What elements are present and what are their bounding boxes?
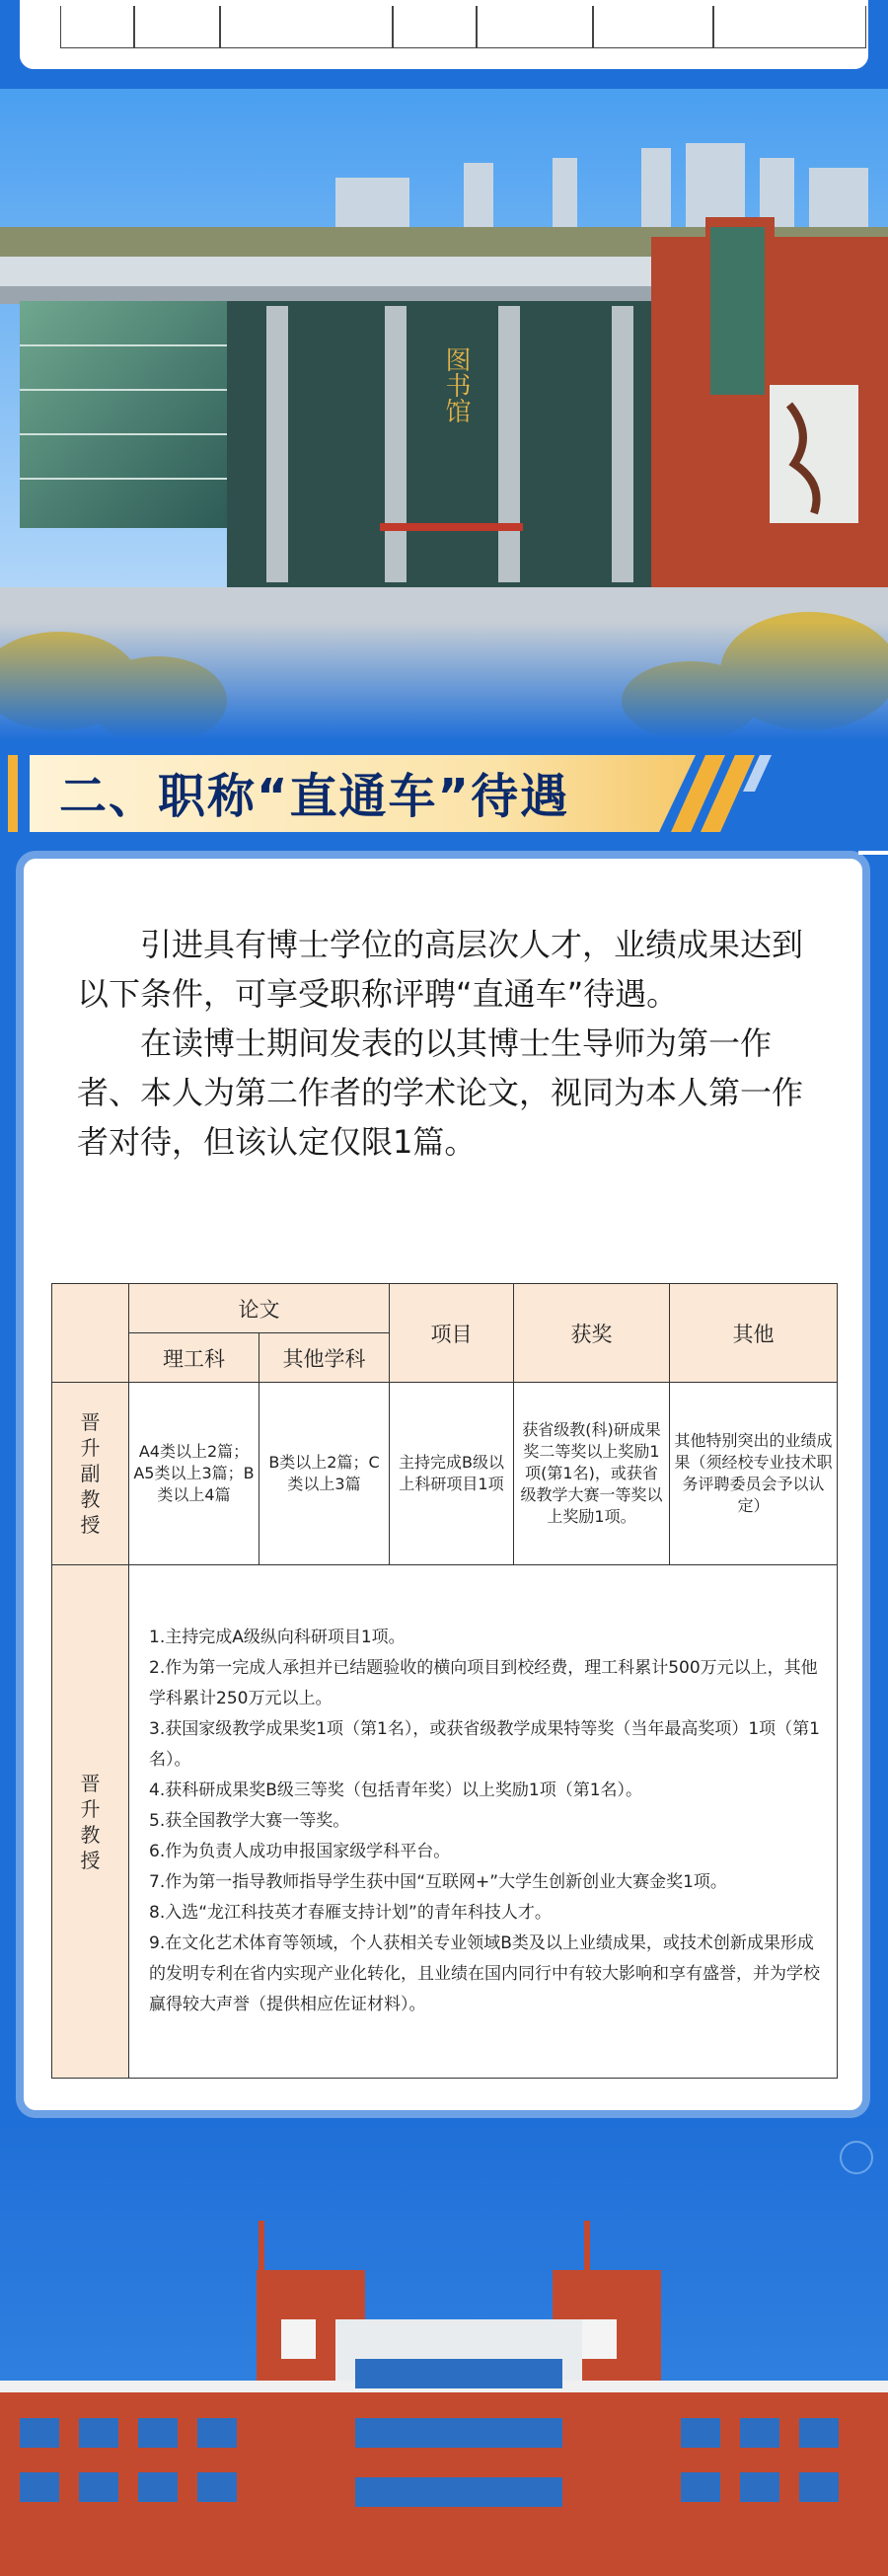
section-title: 二、职称“直通车”待遇: [59, 769, 570, 824]
list-item: 3.获国家级教学成果奖1项（第1名），或获省级教学成果特等奖（当年最高奖项）1项（第1名）。: [149, 1719, 820, 1770]
list-item: 9.在文化艺术体育等领域，个人获相关专业领域B类及以上业绩成果，或技术创新成果形成的发明专利在省内实现产业化转化，且业绩在国内同行中有较大影响和享有盛誉，并为学校赢得较大声誉（提供相应佐证材料）。: [149, 1933, 820, 2014]
header-project: 项目: [390, 1284, 514, 1383]
corner-cell: [52, 1284, 129, 1383]
list-item: 5.获全国教学大赛一等奖。: [149, 1811, 350, 1831]
header-other: 其他: [670, 1284, 838, 1383]
list-item: 8.入选“龙江科技英才春雁支持计划”的青年科技人才。: [149, 1903, 552, 1923]
requirements-table: [51, 1283, 838, 2079]
list-item: 4.获科研成果奖B级三等奖（包括青年奖）以上奖励1项（第1名）。: [149, 1780, 643, 1800]
library-sign: 图书馆: [441, 346, 471, 423]
header-paper: 论文: [129, 1284, 390, 1333]
row-label-associate-professor: [52, 1383, 129, 1565]
list-item: 2.作为第一完成人承担并已结题验收的横向项目到校经费，理工科累计500万元以上，其他学科累计250万元以上。: [149, 1658, 818, 1708]
list-item: 7.作为第一指导教师指导学生获中国“互联网+”大学生创新创业大赛金奖1项。: [149, 1872, 727, 1892]
associate-other: 其他特别突出的业绩成果（须经校专业技术职务评聘委员会予以认定）: [670, 1383, 838, 1565]
header-other-subjects: 其他学科: [259, 1333, 390, 1383]
row-label-text: 晋升教授: [80, 1771, 101, 1872]
associate-science: A4类以上2篇；A5类以上3篇；B类以上4篇: [129, 1383, 259, 1565]
associate-project: 主持完成B级以上科研项目1项: [390, 1383, 514, 1565]
list-item: 6.作为负责人成功申报国家级学科平台。: [149, 1842, 451, 1861]
row-label-text: 晋升副教授: [80, 1410, 101, 1537]
intro-paragraph-2: 在读博士期间发表的以其博士生导师为第一作者、本人为第二作者的学术论文，视同为本人第一作者对待，但该认定仅限1篇。: [77, 1024, 804, 1161]
decor-line: [858, 851, 888, 855]
header-award: 获奖: [514, 1284, 670, 1383]
campus-building-photo: [0, 2122, 888, 2576]
header-science: 理工科: [129, 1333, 259, 1383]
previous-table-bottom: [60, 6, 866, 48]
previous-table-frame: [20, 0, 868, 69]
professor-requirements-list: [129, 1565, 838, 2079]
list-item: 1.主持完成A级纵向科研项目1项。: [149, 1628, 406, 1647]
associate-other-subjects: B类以上2篇；C类以上3篇: [259, 1383, 390, 1565]
intro-text: [77, 920, 817, 1167]
row-label-professor: [52, 1565, 129, 2079]
associate-award: 获省级教(科)研成果奖二等奖以上奖励1项(第1名)，或获省级教学大赛一等奖以上奖励1项。: [514, 1383, 670, 1565]
library-building-photo: [0, 89, 888, 740]
intro-paragraph-1: 引进具有博士学位的高层次人才，业绩成果达到以下条件，可享受职称评聘“直通车”待遇。: [77, 926, 804, 1013]
